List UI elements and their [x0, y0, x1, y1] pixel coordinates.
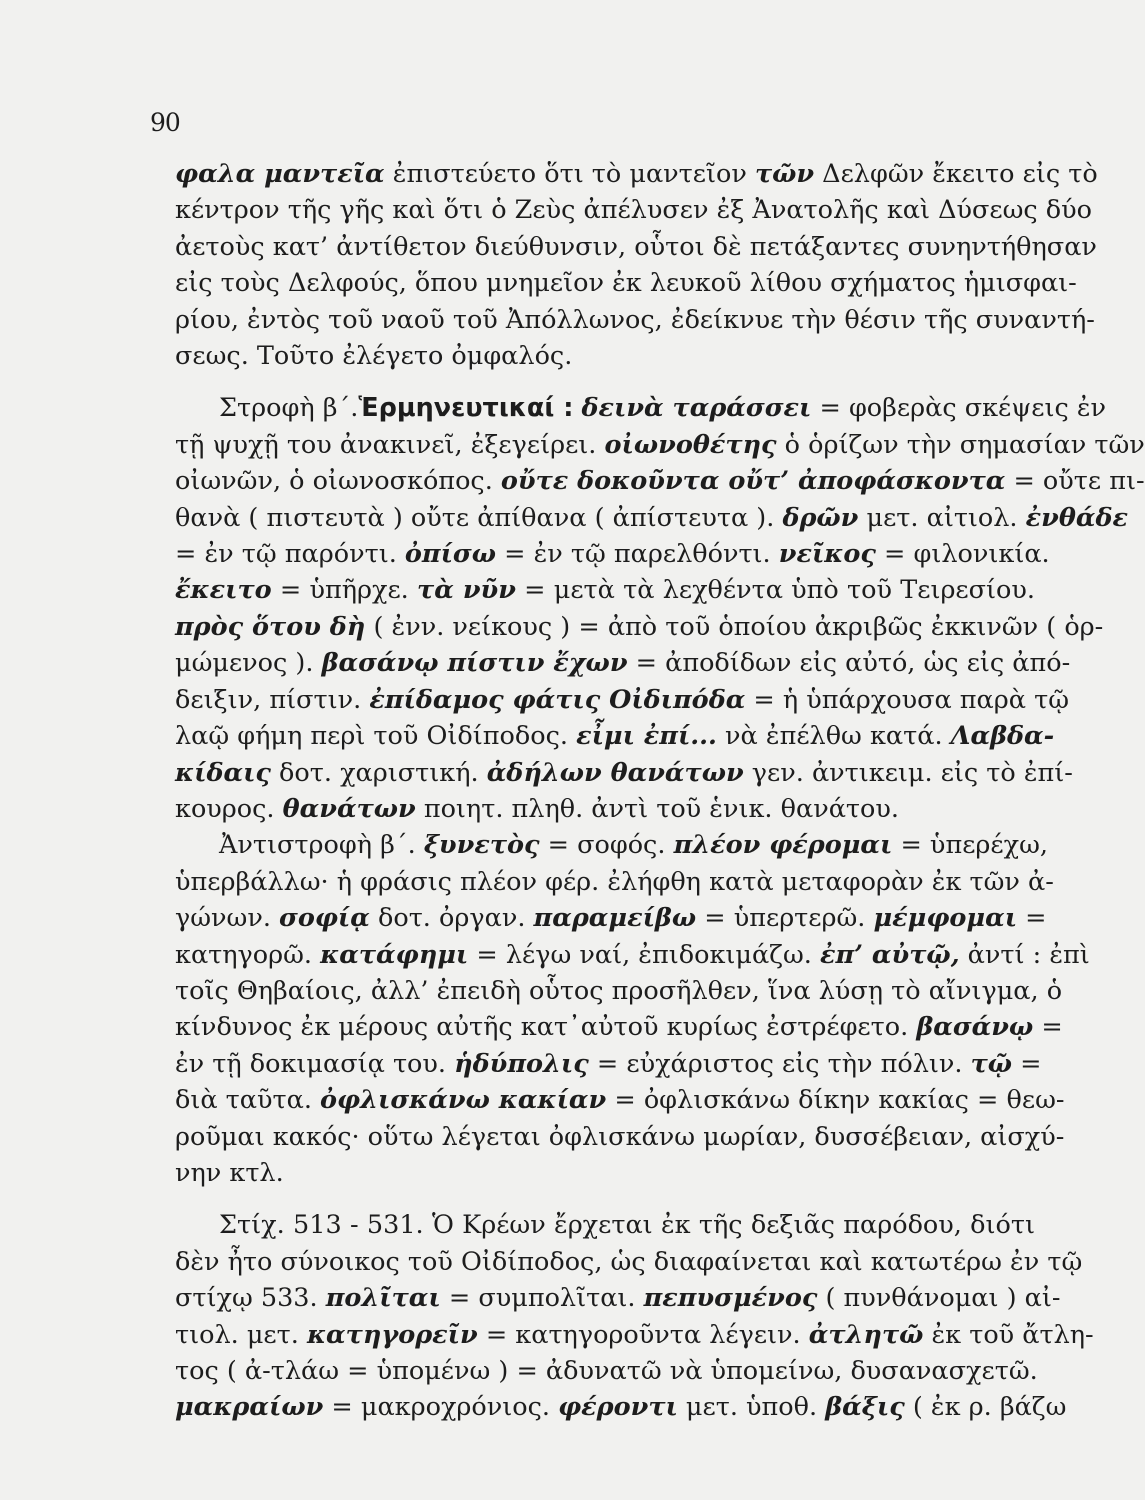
lemma: φαλα μαντεῖα [175, 159, 385, 189]
text-line [175, 1317, 1094, 1353]
lemma: ἐνθάδε [1025, 502, 1128, 533]
gloss-text: ἐπιστεύετο ὅτι τὸ μαντεῖον [384, 159, 755, 189]
lemma: τῶν [754, 159, 815, 189]
gloss-text: δειξιν, πίστιν. [175, 684, 370, 715]
text-line [175, 1046, 1042, 1082]
gloss-text: = ὀφλισκάνω δίκην κακίας = θεω- [606, 1085, 1065, 1116]
text-line [175, 390, 1107, 426]
gloss-text: Δελφῶν ἔκειτο εἰς τὸ [814, 159, 1098, 189]
gloss-text: ἐκ τοῦ ἄτλη- [923, 1319, 1094, 1350]
gloss-text: = [1017, 903, 1047, 934]
text-line [175, 1389, 1067, 1425]
text-line [175, 609, 1104, 645]
lemma: παραμείβω [533, 903, 697, 934]
text-line [175, 192, 1093, 228]
text-line [175, 900, 1047, 936]
lemma: βασάνῳ πίστιν ἔχων [321, 648, 628, 679]
text-line [175, 937, 1090, 973]
lemma: ἀτλητῶ [808, 1319, 924, 1350]
gloss-text: γώνων. [175, 903, 280, 934]
text-line [175, 1280, 1061, 1316]
text-line [175, 1155, 1035, 1191]
text-line [175, 1353, 1038, 1389]
gloss-text: μώμενος ). [175, 648, 322, 679]
lemma: ἡδύπολις [454, 1048, 589, 1079]
text-line [175, 1009, 1063, 1045]
gloss-text: γεν. ἀντικειμ. εἰς τὸ ἐπί- [743, 757, 1073, 788]
gloss-text: = ἐν τῷ παρόντι. [175, 539, 405, 570]
text-line [175, 536, 1050, 572]
text-line [175, 463, 1145, 499]
gloss-text: ( πυνθάνομαι ) αἰ- [817, 1283, 1061, 1314]
text-line [175, 302, 1095, 338]
text-line [175, 827, 1048, 863]
text-line [175, 500, 1128, 536]
lemma: οἰωνοθέτης [604, 429, 777, 460]
text-line [175, 718, 1055, 754]
text-line [175, 791, 1035, 827]
gloss-text: = ὑπερέχω, [892, 830, 1048, 861]
lemma: οὔτε δοκοῦντα οὔτ’ ἀποφάσκοντα [500, 466, 1006, 497]
lemma: βάξις [825, 1392, 905, 1423]
lemma: ὀπίσω [404, 539, 497, 570]
lemma: πεπυσμένος [643, 1283, 818, 1314]
gloss-text: κατηγορῶ. [175, 939, 321, 970]
lemma: ἀδήλων θανάτων [486, 757, 744, 788]
gloss-text: δὲν ἦτο σύνοικος τοῦ Οἰδίποδος, ὡς διαφαίνεται καὶ κατωτέρω ἐν τῷ [175, 1246, 1083, 1277]
gloss-text: = ὑπερτερῶ. [696, 903, 874, 934]
lemma: Λαβδα- [950, 721, 1055, 752]
gloss-text: μετ. ὑποθ. [677, 1392, 826, 1423]
lemma: τῷ [970, 1048, 1013, 1079]
lemma: ἐπίδαμος φάτις Οἰδιπόδα [369, 684, 746, 715]
gloss-text: ( ἐκ ρ. βάζω [904, 1392, 1067, 1423]
gloss-text: κίνδυνος ἐκ μέρους αὐτῆς κατ᾽αὐτοῦ κυρίως ἐστρέφετο. [175, 1012, 917, 1043]
gloss-text: τοῖς Θηβαίοις, ἀλλ’ ἐπειδὴ οὗτος προσῆλθεν, ἵνα λύσῃ τὸ αἴνιγμα, ὁ [175, 975, 1063, 1006]
gloss-text: διὰ ταῦτα. [175, 1085, 321, 1116]
gloss-text: = συμπολῖται. [440, 1283, 644, 1314]
gloss-text: οἰωνῶν, ὁ οἰωνοσκόπος. [175, 466, 501, 497]
lemma: μέμφομαι [873, 903, 1018, 934]
lemma: νεῖκος [778, 539, 876, 570]
text-line [175, 1119, 1065, 1155]
text-line [175, 1244, 1083, 1280]
lemma: φέροντι [558, 1392, 678, 1423]
page-number: 90 [150, 108, 180, 137]
gloss-text: ὑπερβάλλω· ἡ φράσις πλέον φέρ. ἐλήφθη κατὰ μεταφορὰν ἐκ τῶν ἀ- [175, 866, 1054, 897]
paragraph-gap [175, 1191, 1035, 1207]
gloss-text: ( ἐνν. νείκους ) = ἀπὸ τοῦ ὁποίου ἀκριβῶς ἐκκινῶν ( ὁρ- [365, 611, 1104, 642]
gloss-text: = οὔτε πι- [1005, 466, 1145, 497]
gloss-text: ἀντί : ἐπὶ [959, 939, 1090, 970]
text-line [175, 1207, 1035, 1243]
gloss-text: = φιλονικία. [875, 539, 1050, 570]
text-line [175, 572, 1035, 608]
text-line [175, 645, 1071, 681]
gloss-text: = λέγω ναί, ἐπιδοκιμάζω. [468, 939, 821, 970]
gloss-text: θανὰ ( πιστευτὰ ) οὔτε ἀπίθανα ( ἀπίστευτα ). [175, 502, 783, 533]
gloss-text: δοτ. χαριστική. [270, 757, 487, 788]
commentary-text [175, 156, 1145, 1426]
gloss-text: ρίου, ἐντὸς τοῦ ναοῦ τοῦ Ἀπόλλωνος, ἐδείκνυε τὴν θέσιν τῆς συναντή- [175, 304, 1095, 335]
gloss-text: = φοβερὰς σκέψεις ἐν [811, 393, 1107, 424]
gloss-text: κέντρον τῆς γῆς καὶ ὅτι ὁ Ζεὺς ἀπέλυσεν ἐξ Ἀνατολῆς καὶ Δύσεως δύο [175, 195, 1093, 226]
text-line [175, 265, 1077, 301]
gloss-text: εἰς τοὺς Δελφούς, ὅπου μνημεῖον ἐκ λευκοῦ λίθου σχήματος ἡμισφαι- [175, 268, 1077, 299]
lemma: ἔκειτο [175, 575, 272, 606]
gloss-text [573, 393, 581, 423]
gloss-text: ἐν τῇ δοκιμασίᾳ του. [175, 1048, 455, 1079]
text-line [175, 427, 1145, 463]
text-line [175, 1082, 1065, 1118]
gloss-text: ποιητ. πληθ. ἀντὶ τοῦ ἑνικ. θανάτου. [415, 793, 899, 824]
gloss-text: ὁ ὁρίζων τὴν σημασίαν τῶν [776, 429, 1145, 460]
section-heading: Ἑρμηνευτικαί : [358, 393, 574, 424]
lemma: κατάφημι [320, 939, 469, 970]
lemma: πολῖται [325, 1283, 441, 1314]
gloss-text: = [1033, 1012, 1063, 1043]
lemma: βασάνῳ [916, 1012, 1034, 1043]
lemma: τὰ νῦν [417, 575, 516, 606]
gloss-text: τῇ ψυχῇ του ἀνακινεῖ, ἐξεγείρει. [175, 429, 605, 460]
gloss-text: = μακροχρόνιος. [323, 1392, 559, 1423]
gloss-text: = μετὰ τὰ λεχθέντα ὑπὸ τοῦ Τειρεσίου. [515, 575, 1036, 606]
gloss-text: ἀετοὺς κατ’ ἀντίθετον διεύθυνσιν, οὗτοι δὲ πετάξαντες συνηντήθησαν [175, 231, 1097, 262]
lemma: κατηγορεῖν [306, 1319, 478, 1350]
lemma: ξυνετὸς [423, 830, 540, 861]
gloss-text: = ὑπῆρχε. [271, 575, 418, 606]
lemma: σοφίᾳ [279, 903, 370, 934]
gloss-text: νην κτλ. [175, 1157, 284, 1188]
paragraph-gap [175, 374, 1035, 390]
gloss-text: = εὐχάριστος εἰς τὴν πόλιν. [588, 1048, 971, 1079]
lemma: δρῶν [782, 502, 859, 533]
gloss-text: = ἐν τῷ παρελθόντι. [496, 539, 779, 570]
text-line [175, 864, 1054, 900]
lemma: ὀφλισκάνω κακίαν [320, 1085, 607, 1116]
lemma: ἐπ’ αὐτῷ, [820, 939, 960, 970]
lemma: πλέον φέρομαι [673, 830, 893, 861]
lemma: θανάτων [282, 793, 416, 824]
gloss-text: στίχῳ 533. [175, 1283, 326, 1314]
lemma: μακραίων [175, 1392, 324, 1423]
lemma: κίδαις [175, 757, 271, 788]
gloss-text: δοτ. ὀργαν. [369, 903, 534, 934]
gloss-text: = ἀποδίδων εἰς αὐτό, ὡς εἰς ἀπό- [627, 648, 1071, 679]
gloss-text: = ἡ ὑπάρχουσα παρὰ τῷ [745, 684, 1069, 715]
text-line [175, 338, 1035, 374]
gloss-text: μετ. αἰτιολ. [858, 502, 1026, 533]
gloss-text: = [1012, 1048, 1042, 1079]
gloss-text: τιολ. μετ. [175, 1319, 307, 1350]
lemma: πρὸς ὅτου δὴ [175, 611, 366, 642]
text-line [175, 156, 1098, 192]
gloss-text: σεως. Τοῦτο ἐλέγετο ὀμφαλός. [175, 341, 573, 372]
gloss-text: = κατηγοροῦντα λέγειν. [477, 1319, 809, 1350]
text-line [175, 229, 1097, 265]
gloss-text: ροῦμαι κακός· οὕτω λέγεται ὀφλισκάνω μωρίαν, δυσσέβειαν, αἰσχύ- [175, 1121, 1065, 1152]
text-line [175, 682, 1069, 718]
gloss-text: τος ( ἀ-τλάω = ὑπομένω ) = ἀδυνατῶ νὰ ὑπομείνω, δυσανασχετῶ. [175, 1356, 1038, 1386]
text-line [175, 755, 1073, 791]
lemma: εἶμι ἐπί... [576, 721, 717, 752]
text-line [175, 973, 1063, 1009]
gloss-text: Στίχ. 513 - 531. Ὁ Κρέων ἔρχεται ἐκ τῆς δεξιᾶς παρόδου, διότι [219, 1210, 1035, 1241]
gloss-text: Ἀντιστροφὴ β΄. [219, 830, 424, 861]
lemma: δεινὰ ταράσσει [581, 393, 812, 424]
gloss-text: νὰ ἐπέλθω κατά. [716, 721, 951, 752]
gloss-text: λαῷ φήμη περὶ τοῦ Οἰδίποδος. [175, 721, 577, 752]
gloss-text: = σοφός. [539, 830, 674, 861]
gloss-text: Στροφὴ β΄. [219, 393, 359, 424]
gloss-text: κουρος. [175, 793, 283, 824]
